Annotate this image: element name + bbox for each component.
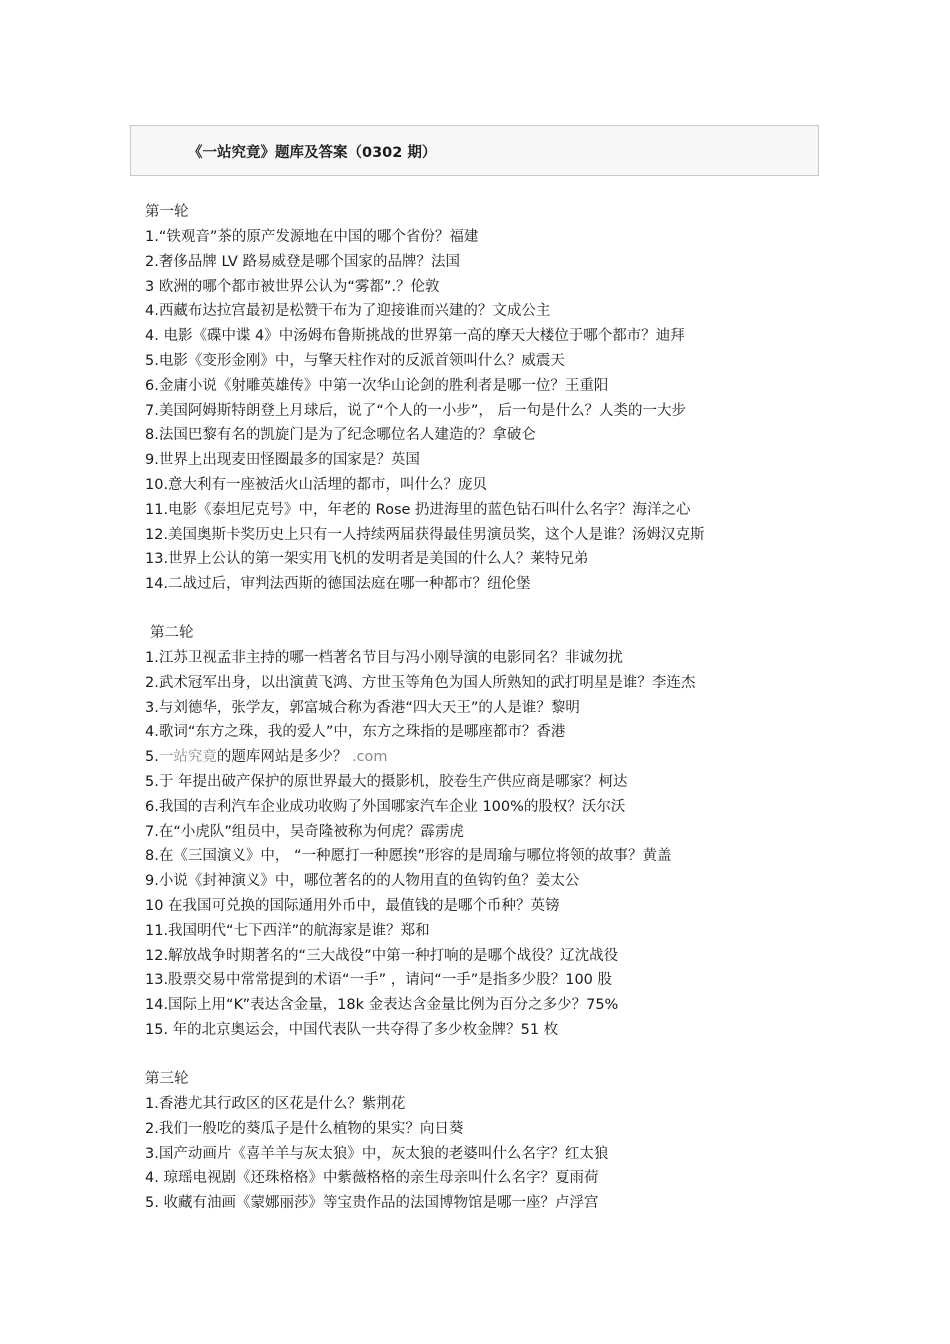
- question-line: 3 欧洲的哪个都市被世界公认为“雾都”.？伦敦: [145, 278, 440, 295]
- site-name-link[interactable]: 一站究竟: [158, 749, 217, 766]
- document-title: 《一站究竟》题库及答案（0302 期）: [188, 145, 437, 161]
- question-line: 4.歌词“东方之珠，我的爱人”中，东方之珠指的是哪座都市？香港: [145, 724, 566, 741]
- question-line: 3.与刘德华，张学友，郭富城合称为香港“四大天王”的人是谁？黎明: [145, 699, 580, 716]
- question-line: 14.国际上用“K”表达含金量，18k 金表达含金量比例为百分之多少？75%: [145, 997, 619, 1014]
- round-two-heading: 第二轮: [150, 625, 194, 641]
- question-line: 15. 年的北京奥运会，中国代表队一共夺得了多少枚金牌？51 枚: [145, 1021, 559, 1038]
- question-line: 5.电影《变形金刚》中，与擎天柱作对的反派首领叫什么？威震天: [145, 352, 565, 369]
- question-line: 2.武术冠军出身，以出演黄飞鸿、方世玉等角色为国人所熟知的武打明星是谁？李连杰: [145, 674, 696, 691]
- question-line: 10 在我国可兑换的国际通用外币中，最值钱的是哪个币种？英镑: [145, 897, 560, 914]
- round-one-heading: 第一轮: [145, 204, 189, 220]
- question-line: 9.世界上出现麦田怪圈最多的国家是？英国: [145, 452, 420, 469]
- question-line: 11.电影《泰坦尼克号》中，年老的 Rose 扔进海里的蓝色钻石叫什么名字？海洋之心: [145, 501, 691, 518]
- question-line: 5.于 年提出破产保护的原世界最大的摄影机，胶卷生产供应商是哪家？柯达: [145, 773, 628, 790]
- question-line: 7.在“小虎队”组员中，吴奇隆被称为何虎？霹雳虎: [145, 823, 464, 840]
- question-line: 1.江苏卫视孟非主持的哪一档著名节目与冯小刚导演的电影同名？非诚勿扰: [145, 650, 623, 666]
- question-line: 2.我们一般吃的葵瓜子是什么植物的果实？向日葵: [145, 1120, 464, 1137]
- question-line: 6.金庸小说《射雕英雄传》中第一次华山论剑的胜利者是哪一位？王重阳: [145, 377, 609, 394]
- question-line: 10.意大利有一座被活火山活埋的都市，叫什么？庞贝: [145, 476, 488, 493]
- question-line: 9.小说《封神演义》中，哪位著名的的人物用直的鱼钩钓鱼？姜太公: [145, 873, 580, 890]
- question-line: 3.国产动画片《喜羊羊与灰太狼》中，灰太狼的老婆叫什么名字？红太狼: [145, 1145, 609, 1162]
- question-line: 12.解放战争时期著名的“三大战役”中第一种打响的是哪个战役？辽沈战役: [145, 947, 619, 964]
- title-box: [130, 125, 819, 176]
- website-answer: .com: [347, 749, 388, 766]
- question-line: 13.世界上公认的第一架实用飞机的发明者是美国的什么人？莱特兄弟: [145, 551, 589, 568]
- question-line: 5. 收藏有油画《蒙娜丽莎》等宝贵作品的法国博物馆是哪一座？卢浮宫: [145, 1195, 599, 1212]
- question-number: 5.: [145, 749, 159, 766]
- question-line: 14.二战过后，审判法西斯的德国法庭在哪一种都市？纽伦堡: [145, 576, 531, 593]
- round-three-heading: 第三轮: [145, 1071, 189, 1087]
- question-line: 4. 琼瑶电视剧《还珠格格》中紫薇格格的亲生母亲叫什么名字？夏雨荷: [145, 1170, 599, 1187]
- question-line: 6.我国的吉利汽车企业成功收购了外国哪家汽车企业 100%的股权？沃尔沃: [145, 798, 626, 815]
- question-line: 2.奢侈品牌 LV 路易威登是哪个国家的品牌？法国: [145, 253, 460, 270]
- question-line: 1.“铁观音”茶的原产发源地在中国的哪个省份？福建: [145, 229, 479, 245]
- question-text: 的题库网站是多少？: [216, 749, 348, 766]
- question-line: 12.美国奥斯卡奖历史上只有一人持续两届获得最佳男演员奖，这个人是谁？汤姆汉克斯: [145, 526, 705, 543]
- question-line: 13.股票交易中常常提到的术语“一手” ，请问“一手”是指多少股？100 股: [145, 972, 612, 989]
- round-three-section: [145, 1067, 825, 1216]
- question-line: 4. 电影《碟中谍 4》中汤姆布鲁斯挑战的世界第一高的摩天大楼位于哪个都市？迪拜: [145, 328, 685, 345]
- question-line: 1.香港尤其行政区的区花是什么？紫荆花: [145, 1096, 406, 1112]
- question-line: 11.我国明代“七下西洋”的航海家是谁？郑和: [145, 922, 430, 939]
- round-one-section: [145, 200, 825, 597]
- question-line: 8.法国巴黎有名的凯旋门是为了纪念哪位名人建造的？拿破仑: [145, 427, 536, 444]
- question-line-website: [145, 745, 825, 770]
- round-two-section: [145, 621, 825, 1043]
- question-line: 7.美国阿姆斯特朗登上月球后，说了“个人的一小步”， 后一句是什么？人类的一大步: [145, 402, 686, 419]
- question-line: 8.在《三国演义》中， “一种愿打一种愿挨”形容的是周瑜与哪位将领的故事？黄盖: [145, 848, 672, 865]
- question-line: 4.西藏布达拉宫最初是松赞干布为了迎接谁而兴建的？文成公主: [145, 303, 551, 320]
